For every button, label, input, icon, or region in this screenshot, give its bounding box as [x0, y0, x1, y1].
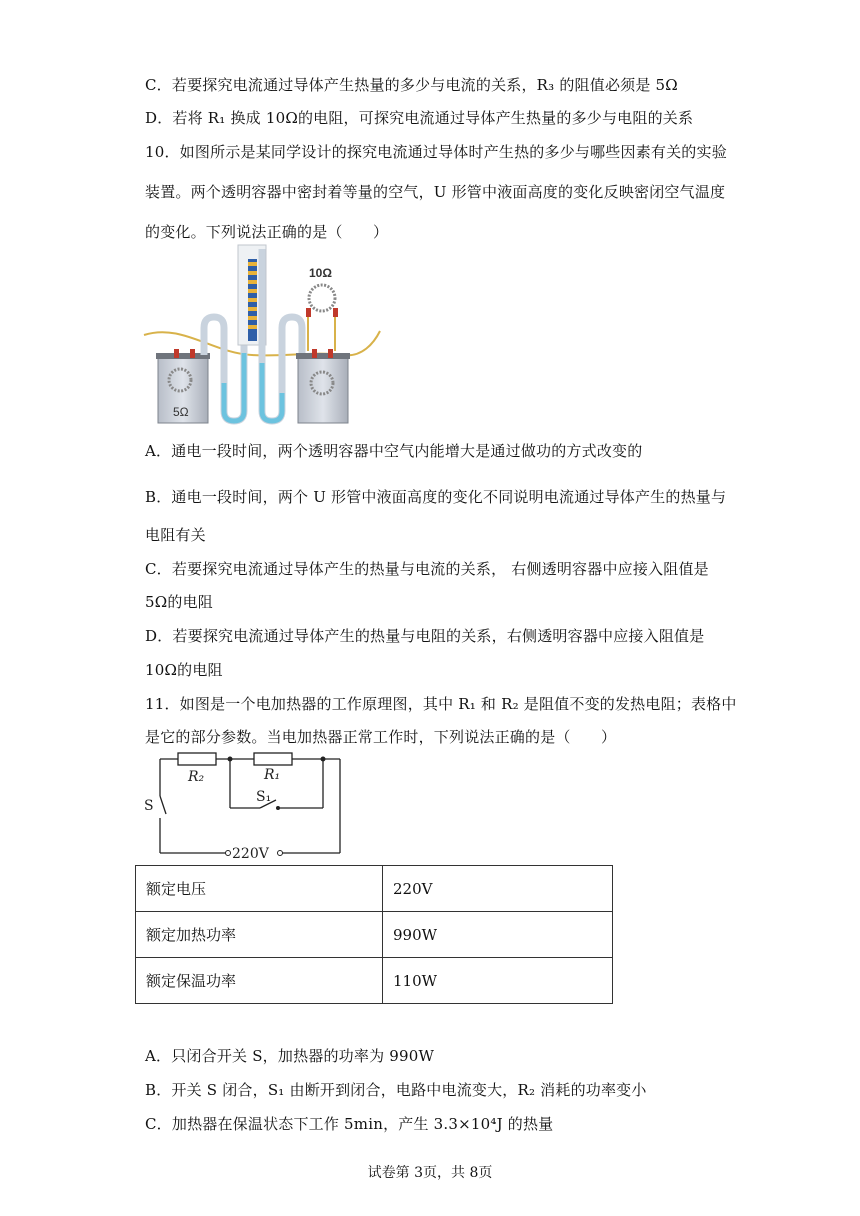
q11-circuit-diagram — [140, 750, 350, 860]
q10-option-c-line-2: 5Ω的电阻 — [145, 593, 213, 611]
r2-label: R₂ — [188, 769, 205, 785]
q11-parameter-table — [135, 865, 613, 1004]
switch-s-label: S — [144, 798, 154, 814]
voltage-label: 220V — [232, 846, 269, 860]
q10-option-d-line-1: D．若要探究电流通过导体产生的热量与电阻的关系，右侧透明容器中应接入阻值是 — [145, 627, 705, 645]
q10-option-d-line-2: 10Ω的电阻 — [145, 661, 223, 679]
param-key: 额定加热功率 — [136, 912, 383, 958]
table-row — [136, 958, 613, 1004]
q10-apparatus-figure — [142, 243, 382, 428]
q11-option-c: C．加热器在保温状态下工作 5min，产生 3.3×10⁴J 的热量 — [145, 1115, 554, 1133]
page-footer: 试卷第 3页，共 8页 — [367, 1165, 493, 1181]
q10-option-b-line-2: 电阻有关 — [145, 526, 206, 544]
q11-stem-line-1: 11．如图是一个电加热器的工作原理图，其中 R₁ 和 R₂ 是阻值不变的发热电阻；表格中 — [145, 695, 737, 713]
param-value: 110W — [383, 958, 613, 1004]
q10-stem-line-2: 装置。两个透明容器中密封着等量的空气，U 形管中液面高度的变化反映密闭空气温度 — [145, 183, 726, 201]
q9-option-c: C．若要探究电流通过导体产生热量的多少与电流的关系，R₃ 的阻值必须是 5Ω — [145, 76, 678, 94]
q10-option-c-line-1: C．若要探究电流通过导体产生的热量与电流的关系， 右侧透明容器中应接入阻值是 — [145, 560, 709, 578]
param-value: 990W — [383, 912, 613, 958]
r1-label: R₁ — [264, 767, 281, 783]
q11-option-b: B．开关 S 闭合，S₁ 由断开到闭合，电路中电流变大，R₂ 消耗的功率变小 — [145, 1081, 647, 1099]
param-key: 额定电压 — [136, 866, 383, 912]
table-row — [136, 866, 613, 912]
q10-option-b-line-1: B．通电一段时间，两个 U 形管中液面高度的变化不同说明电流通过导体产生的热量与 — [145, 488, 727, 506]
q11-option-a: A．只闭合开关 S，加热器的功率为 990W — [145, 1047, 435, 1065]
q9-option-d: D．若将 R₁ 换成 10Ω的电阻，可探究电流通过导体产生热量的多少与电阻的关系 — [145, 109, 694, 127]
left-resistor-label: 5Ω — [173, 405, 189, 419]
q10-option-a: A．通电一段时间，两个透明容器中空气内能增大是通过做功的方式改变的 — [145, 442, 643, 460]
q11-stem-line-2: 是它的部分参数。当电加热器正常工作时，下列说法正确的是（ ） — [145, 728, 617, 746]
switch-s1-label: S₁ — [256, 789, 272, 805]
right-resistor-label: 10Ω — [309, 266, 332, 280]
table-row — [136, 912, 613, 958]
q10-stem-line-3: 的变化。下列说法正确的是（ ） — [145, 223, 389, 241]
q10-stem-line-1: 10．如图所示是某同学设计的探究电流通过导体时产生热的多少与哪些因素有关的实验 — [145, 143, 727, 161]
param-value: 220V — [383, 866, 613, 912]
param-key: 额定保温功率 — [136, 958, 383, 1004]
